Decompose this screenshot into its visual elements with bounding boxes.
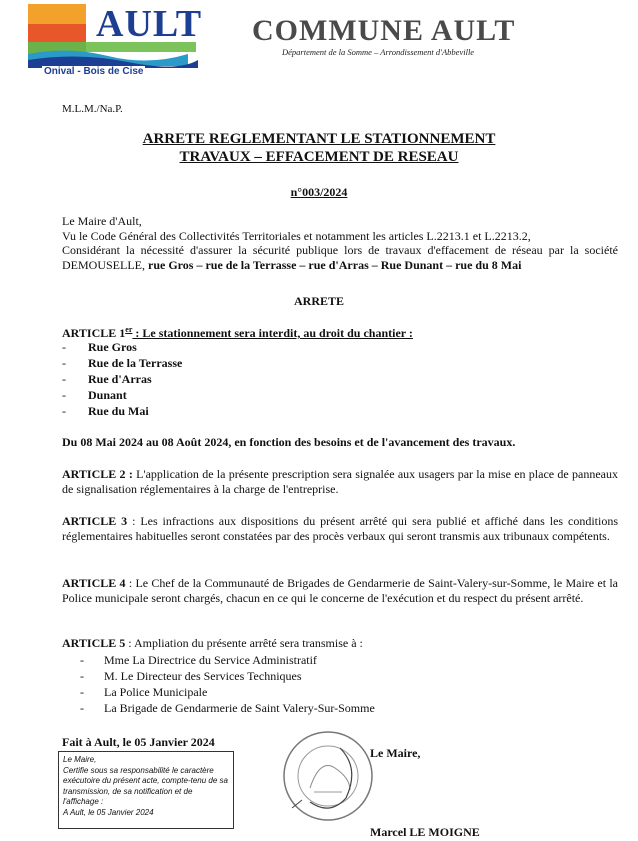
article-5-label: ARTICLE 5 bbox=[62, 636, 126, 650]
list-item: - Rue Gros bbox=[62, 340, 137, 354]
logo-tagline: Onival - Bois de Cise bbox=[44, 66, 144, 77]
article-2-text: L'application de la présente prescription sera signalée aux usagers par la mise en place de panneaux de signalisation réglementaires à la charge de l'entreprise. bbox=[62, 467, 618, 496]
cert-line-2: Certifie sous sa responsabilité le caractère exécutoire du présent acte, compte-tenu de sa transmission, de sa notification et de l'affichage : bbox=[63, 765, 228, 806]
arrete-number: n°003/2024 bbox=[290, 185, 348, 199]
cert-line-3: A Ault, le 05 Janvier 2024 bbox=[63, 807, 154, 817]
signature-label: Le Maire, bbox=[370, 746, 421, 760]
recipient-list bbox=[80, 652, 375, 716]
cert-line-1: Le Maire, bbox=[63, 755, 97, 764]
arrete-heading: ARRETE bbox=[293, 294, 344, 308]
article-4 bbox=[62, 576, 618, 605]
article-1-text: : Le stationnement sera interdit, au droit du chantier : bbox=[132, 326, 413, 340]
preamble-vu: Vu le Code Général des Collectivités Territoriales et notamment les articles L.2213.1 et L.2213.2, bbox=[62, 228, 531, 243]
list-item: - Rue d'Arras bbox=[62, 372, 152, 386]
list-item: - Dunant bbox=[62, 388, 127, 402]
title-line-2: TRAVAUX – EFFACEMENT DE RESEAU bbox=[179, 149, 459, 165]
list-item: - M. Le Directeur des Services Techniques bbox=[80, 669, 302, 683]
mairie-seal-stamp bbox=[280, 728, 376, 824]
article-3-text: : Les infractions aux dispositions du présent arrêté qui sera publié et affiché dans les conditions réglementaires habituelles seront constatées par des procès verbaux qui seront transmis aux tribunaux compétents. bbox=[62, 514, 618, 543]
list-item: - La Brigade de Gendarmerie de Saint Valery-Sur-Somme bbox=[80, 701, 375, 715]
article-4-label: ARTICLE 4 bbox=[62, 576, 126, 590]
article-5-text: : Ampliation du présente arrêté sera transmise à : bbox=[125, 636, 363, 650]
preamble-maire: Le Maire d'Ault, bbox=[62, 214, 142, 228]
list-item: - Rue de la Terrasse bbox=[62, 356, 183, 370]
article-1 bbox=[62, 323, 618, 341]
article-4-text: : Le Chef de la Communauté de Brigades de Gendarmerie de Saint-Valery-sur-Somme, le Maire et la Police municipale seront chargés, chacun en ce qui le concerne de l'exécution et du respect du présent arrêté. bbox=[62, 576, 618, 605]
article-1-label: ARTICLE 1 bbox=[62, 326, 126, 340]
title-line-1: ARRETE REGLEMENTANT LE STATIONNEMENT bbox=[142, 131, 496, 147]
considerant-text: Considérant la nécessité d'assurer la sécurité publique lors de travaux d'effacement de réseau par la société DEMOUSELLE, bbox=[62, 243, 618, 272]
departement-subtitle: Département de la Somme – Arrondissement d'Abbeville bbox=[282, 47, 475, 57]
article-3 bbox=[62, 514, 618, 543]
article-1-sup: er bbox=[125, 325, 133, 334]
period: Du 08 Mai 2024 au 08 Août 2024, en fonction des besoins et de l'avancement des travaux. bbox=[62, 435, 516, 449]
article-2-label: ARTICLE 2 : bbox=[62, 467, 133, 481]
fait-a-ault: Fait à Ault, le 05 Janvier 2024 bbox=[62, 735, 215, 749]
article-5 bbox=[62, 636, 618, 651]
preamble bbox=[62, 214, 618, 272]
mayor-name: Marcel LE MOIGNE bbox=[370, 825, 480, 839]
certification-box bbox=[58, 751, 234, 829]
reference: M.L.M./Na.P. bbox=[62, 103, 123, 115]
commune-title: COMMUNE AULT bbox=[252, 14, 516, 47]
article-3-label: ARTICLE 3 bbox=[62, 514, 128, 528]
preamble-considerant bbox=[62, 243, 618, 272]
street-list bbox=[62, 339, 182, 419]
list-item: - Mme La Directrice du Service Administratif bbox=[80, 653, 317, 667]
logo-wordmark: AULT bbox=[96, 3, 203, 45]
list-item: - La Police Municipale bbox=[80, 685, 208, 699]
list-item: - Rue du Mai bbox=[62, 404, 149, 418]
article-2 bbox=[62, 467, 618, 496]
considerant-streets: rue Gros – rue de la Terrasse – rue d'Arras – Rue Dunant – rue du 8 Mai bbox=[148, 257, 522, 272]
